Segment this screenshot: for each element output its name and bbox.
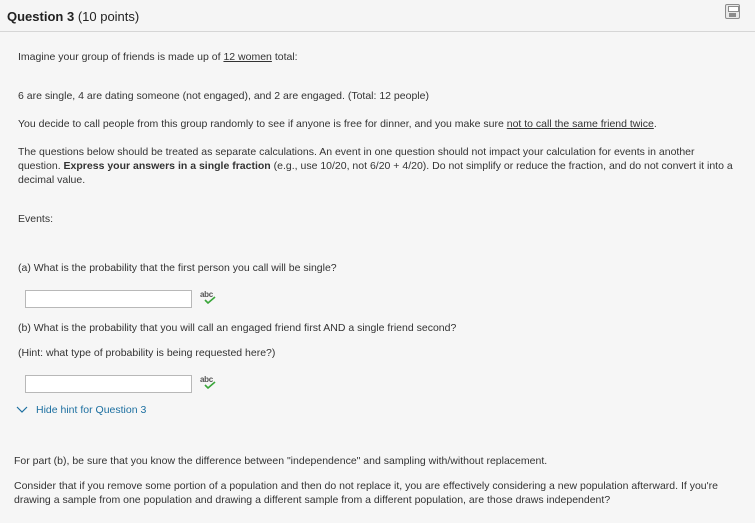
calling-text: You decide to call people from this group randomly to see if anyone is free for dinner, and you make sure — [18, 118, 507, 130]
calling-paragraph — [18, 117, 733, 131]
chevron-down-icon — [16, 406, 28, 414]
calling-text-end: . — [653, 118, 657, 130]
spellcheck-a-label: abc — [200, 290, 213, 299]
question-label: Question 3 — [7, 9, 75, 24]
check-a-icon — [204, 296, 216, 304]
intro-text-end: total: — [271, 51, 298, 63]
question-b-text: (b) What is the probability that you will call an engaged friend first AND a single friend second? — [18, 322, 457, 334]
instructions-text-end: (e.g., use 10/20, not 6/20 + 4/20). Do not simplify or reduce the fraction, and do not convert it into a decimal value. — [18, 160, 733, 186]
not-same-friend-underlined: not to call the same friend twice — [506, 118, 654, 130]
events-label: Events: — [18, 213, 54, 225]
intro-paragraph — [18, 50, 733, 64]
hint-panel — [0, 430, 755, 523]
answer-a-input[interactable] — [25, 290, 192, 308]
hint-text-1: For part (b), be sure that you know the difference between "independence" and sampling with/without replacement. — [14, 455, 548, 467]
save-icon[interactable] — [725, 4, 740, 19]
group-breakdown: 6 are single, 4 are dating someone (not engaged), and 2 are engaged. (Total: 12 people) — [18, 90, 429, 102]
spellcheck-a-icon[interactable] — [200, 290, 218, 306]
instructions-bold: Express your answers in a single fraction — [63, 160, 271, 172]
question-header — [0, 0, 755, 32]
question-b-hint: (Hint: what type of probability is being requested here?) — [18, 347, 276, 359]
check-b-icon — [204, 381, 216, 389]
hide-hint-label[interactable]: Hide hint for Question 3 — [36, 404, 147, 416]
instructions-paragraph — [18, 145, 733, 187]
intro-text: Imagine your group of friends is made up of — [18, 51, 224, 63]
hint-text-2: Consider that if you remove some portion of a population and then do not replace it, you are effectively considering a new population afterward. If you're drawing a sample from one population and drawing a different sample from a different population, are those draws independent? — [14, 480, 718, 506]
instructions-text: The questions below should be treated as separate calculations. An event in one question should not impact your calculation for events in another question. — [18, 146, 695, 172]
question-title — [7, 9, 139, 24]
question-a-text: (a) What is the probability that the first person you call will be single? — [18, 262, 337, 274]
answer-b-input[interactable] — [25, 375, 192, 393]
question-points: (10 points) — [77, 9, 140, 24]
spellcheck-b-icon[interactable] — [200, 375, 218, 391]
spellcheck-b-label: abc — [200, 375, 213, 384]
twelve-women-underlined: 12 women — [223, 51, 272, 63]
